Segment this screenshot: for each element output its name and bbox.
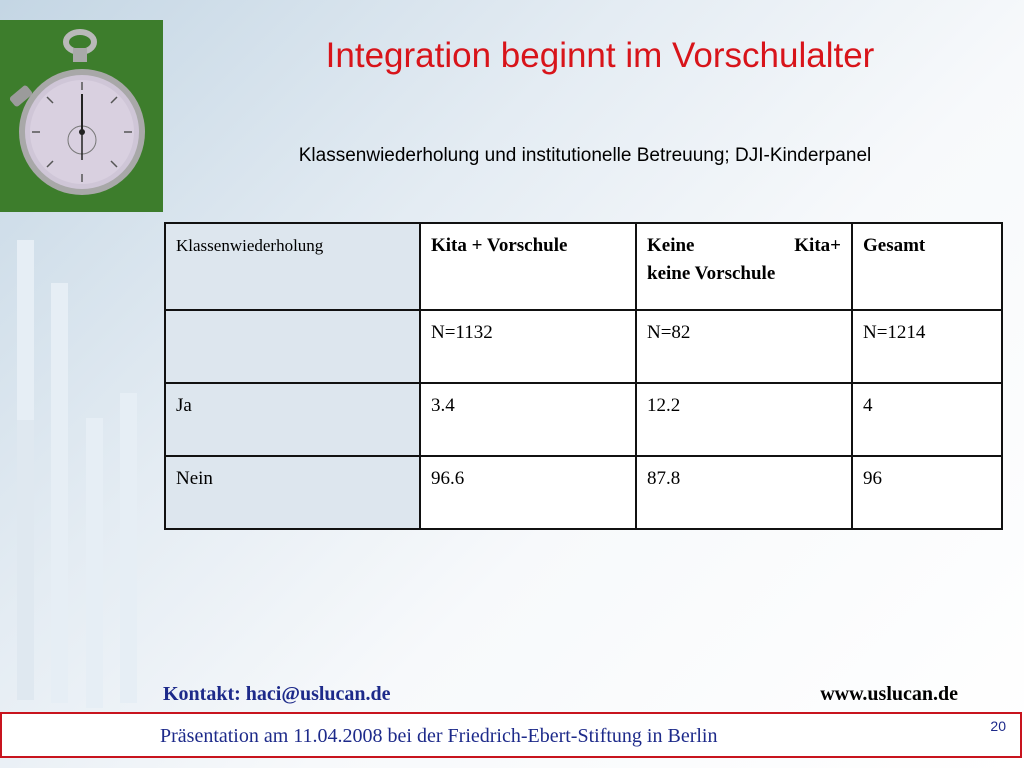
contact-email: Kontakt: haci@uslucan.de: [163, 683, 391, 705]
table-cell: N=1214: [852, 310, 1002, 383]
table-header-cell: [636, 223, 852, 310]
table-header-cell: Kita + Vorschule: [420, 223, 636, 310]
table-header-cell: Klassenwiederholung: [165, 223, 420, 310]
table-cell: 3.4: [420, 383, 636, 456]
table-header-row: [165, 223, 1002, 310]
table-header-line: keine Vorschule: [647, 263, 776, 284]
table-header-word: Kita+: [794, 235, 841, 256]
table-cell: 4: [852, 383, 1002, 456]
table-header-cell: Gesamt: [852, 223, 1002, 310]
stopwatch-icon: [0, 20, 163, 212]
table-cell: Nein: [165, 456, 420, 529]
footer-bar: [0, 712, 1022, 758]
table-cell: 96: [852, 456, 1002, 529]
website-link: www.uslucan.de: [820, 683, 958, 705]
table-row: [165, 456, 1002, 529]
table-cell: 87.8: [636, 456, 852, 529]
table-cell: N=1132: [420, 310, 636, 383]
table-header-line: [647, 232, 841, 260]
table-cell: [165, 310, 420, 383]
logo: [0, 20, 163, 212]
page-number: 20: [990, 718, 1006, 734]
table-row: [165, 310, 1002, 383]
slide-title: Integration beginnt im Vorschulalter: [325, 36, 875, 75]
table-cell: 12.2: [636, 383, 852, 456]
table-cell: Ja: [165, 383, 420, 456]
table-cell: 96.6: [420, 456, 636, 529]
data-table: [164, 222, 1003, 530]
table-header-word: Keine: [647, 235, 695, 256]
slide-subtitle: Klassenwiederholung und institutionelle Betreuung; DJI-Kinderpanel: [298, 145, 872, 166]
table-row: [165, 383, 1002, 456]
presentation-info: Präsentation am 11.04.2008 bei der Friedrich-Ebert-Stiftung in Berlin: [160, 725, 718, 747]
table-cell: N=82: [636, 310, 852, 383]
